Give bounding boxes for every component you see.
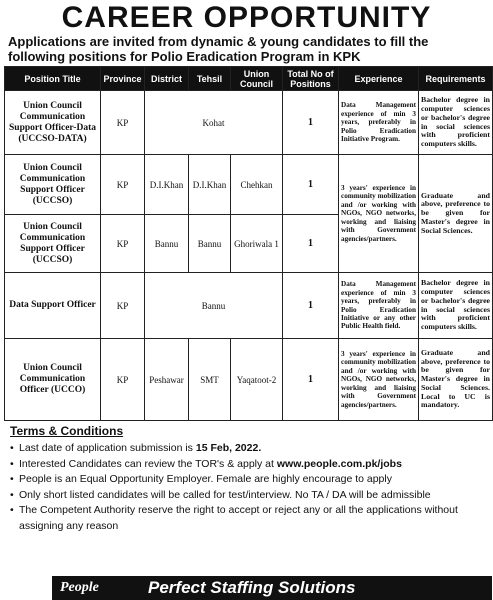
- cell-union-council: Chehkan: [231, 155, 283, 215]
- cell-district: Peshawar: [145, 339, 189, 421]
- footer-banner: [52, 576, 492, 600]
- cell-province: KP: [101, 339, 145, 421]
- positions-table: [4, 66, 493, 421]
- cell-experience: Data Management experience of min 3 years, preferably in Polio Eradication Initiative or any other Public Health field.: [339, 273, 419, 339]
- cell-requirements: Bachelor degree in computer sciences or bachelor's degree in social sciences with proficient computers skills.: [419, 91, 493, 155]
- equal-opportunity-text: People is an Equal Opportunity Employer. Female are highly encourage to apply: [19, 473, 392, 485]
- shortlist-text: Only short listed candidates will be called for test/interview. No TA / DA will be admissible: [19, 488, 431, 501]
- cell-total: 1: [283, 273, 339, 339]
- cell-tehsil: D.I.Khan: [189, 155, 231, 215]
- header-experience: Experience: [339, 67, 419, 91]
- header-tehsil: Tehsil: [189, 67, 231, 91]
- cell-position: Union Council Communication Support Officer (UCCSO): [5, 215, 101, 273]
- cell-experience: 3 years' experience in community mobilization and /or working with NGOs, NGO networks, working and liaising with Government agencies/partners.: [339, 339, 419, 421]
- cell-location: Bannu: [145, 273, 283, 339]
- cell-total: 1: [283, 339, 339, 421]
- cell-requirements: Bachelor degree in computer sciences or bachelor's degree in social sciences with proficient computers skills.: [419, 273, 493, 339]
- cell-tehsil: Bannu: [189, 215, 231, 273]
- cell-union-council: Yaqatoot-2: [231, 339, 283, 421]
- cell-province: KP: [101, 155, 145, 215]
- tor-text: Interested Candidates can review the TOR's & apply at: [19, 457, 274, 470]
- list-item: [10, 488, 488, 504]
- bullet-icon: •: [10, 504, 14, 516]
- deadline-date: 15 Feb, 2022.: [195, 442, 262, 454]
- cell-union-council: Ghoriwala 1: [231, 215, 283, 273]
- people-logo: People: [60, 580, 99, 595]
- table-row: [5, 155, 493, 215]
- table-row: [5, 339, 493, 421]
- terms-list: [10, 441, 488, 534]
- header-requirements: Requirements: [419, 67, 493, 91]
- table-row: [5, 273, 493, 339]
- table-header-row: [5, 67, 493, 91]
- list-item: [10, 472, 488, 488]
- cell-requirements: Graduate and above, preference to be given for Master's degree in Social Sciences. Local to UC is mandatory.: [419, 339, 493, 421]
- header-union-council: Union Council: [231, 67, 283, 91]
- list-item: [10, 441, 488, 457]
- bullet-icon: •: [10, 488, 14, 501]
- cell-position: Data Support Officer: [5, 273, 101, 339]
- cell-province: KP: [101, 91, 145, 155]
- bullet-icon: •: [10, 473, 14, 485]
- authority-text: The Competent Authority reserve the right to accept or reject any or all the applications without assigning any reason: [19, 504, 458, 532]
- cell-district: D.I.Khan: [145, 155, 189, 215]
- list-item: [10, 503, 488, 534]
- deadline-text: Last date of application submission is: [19, 442, 193, 454]
- bullet-icon: •: [10, 457, 14, 470]
- footer-tagline: Perfect Staffing Solutions: [148, 578, 356, 597]
- terms-heading: Terms & Conditions: [10, 424, 124, 438]
- cell-experience: Data Management experience of min 3 years, preferably in Polio Eradication Initiative Program.: [339, 91, 419, 155]
- page-title: CAREER OPPORTUNITY: [61, 1, 432, 34]
- cell-tehsil: SMT: [189, 339, 231, 421]
- cell-requirements: Graduate and above, preference to be given for Master's degree in Social Sciences.: [419, 155, 493, 273]
- intro-text: Applications are invited from dynamic & young candidates to fill the following positions for Polio Eradication Program in KPK: [8, 34, 429, 64]
- cell-total: 1: [283, 215, 339, 273]
- jobs-link[interactable]: www.people.com.pk/jobs: [276, 457, 402, 470]
- cell-district: Bannu: [145, 215, 189, 273]
- cell-location: Kohat: [145, 91, 283, 155]
- cell-position: Union Council Communication Support Officer-Data (UCCSO-DATA): [5, 91, 101, 155]
- header-total-positions: Total No of Positions: [283, 67, 339, 91]
- header-province: Province: [101, 67, 145, 91]
- header-district: District: [145, 67, 189, 91]
- table-row: [5, 91, 493, 155]
- list-item: [10, 457, 488, 473]
- cell-province: KP: [101, 273, 145, 339]
- cell-position: Union Council Communication Support Officer (UCCSO): [5, 155, 101, 215]
- cell-experience: 3 years' experience in community mobilization and /or working with NGOs, NGO networks, working and liaising with Government agencies/partners.: [339, 155, 419, 273]
- cell-province: KP: [101, 215, 145, 273]
- header-position-title: Position Title: [5, 67, 101, 91]
- cell-total: 1: [283, 155, 339, 215]
- cell-total: 1: [283, 91, 339, 155]
- cell-position: Union Council Communication Officer (UCCO): [5, 339, 101, 421]
- bullet-icon: •: [10, 442, 14, 454]
